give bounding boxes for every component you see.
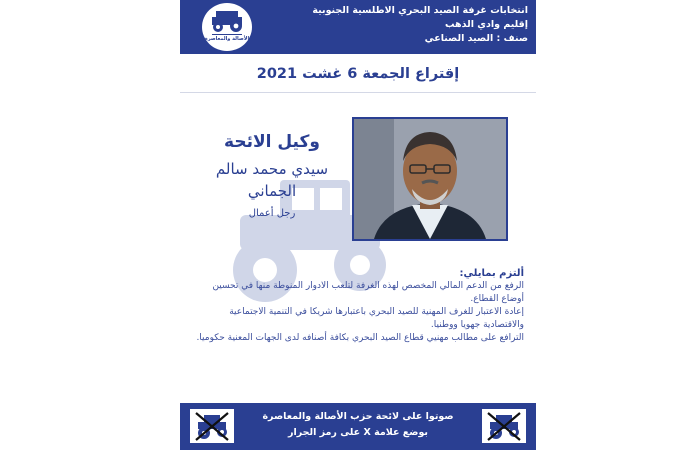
pledge-item-2: إعادة الاعتبار للغرف المهنية للصيد البحري باعتبارها شريكا في التنمية الاجتماعية والاقتصادية جهويا ووطنيا. — [229, 307, 524, 330]
pledge-item-3: الترافع على مطالب مهنيي قطاع الصيد البحري بكافة أصنافه لدى الجهات المعنية حكوميا. — [196, 333, 524, 343]
footer-line1: صوتوا على لائحة حزب الأصالة والمعاصرة — [262, 411, 454, 422]
vote-date: إقتراع الجمعة 6 غشت 2021 — [256, 66, 460, 82]
candidate-portrait-icon — [354, 119, 506, 239]
tractor-icon — [190, 409, 234, 443]
pledges-title: ألتزم بمايلي: — [459, 268, 524, 279]
pledges-section — [190, 268, 524, 345]
candidate-name-line1: سيدي محمد سالم — [215, 160, 329, 178]
footer-slogan — [240, 409, 476, 441]
pledge-item-1: الرفع من الدعم المالي المخصص لهذه الغرفة لتلعب الادوار المنوطة منها في تحسين أوضاع القطاع. — [212, 281, 524, 304]
candidate-name-line2: الجماني — [247, 182, 297, 200]
footer-bar — [180, 403, 536, 450]
election-poster — [180, 0, 536, 450]
tractor-symbol-right — [482, 409, 526, 443]
header-text — [268, 4, 528, 46]
header-line-election: انتخابات غرفة الصيد البحري الاطلسية الجنوبية — [312, 5, 528, 16]
footer-line2: بوضع علامة X على رمز الجرار — [288, 427, 428, 438]
header-line-category: صنف : الصيد الصناعي — [424, 33, 528, 44]
header-line-province: إقليم وادي الذهب — [445, 19, 528, 30]
candidate-occupation: رجل أعمال — [248, 208, 296, 219]
logo-text: الأصالة والمعاصرة — [204, 36, 250, 42]
party-logo — [202, 3, 252, 51]
candidate-photo-frame — [352, 117, 508, 241]
divider — [180, 92, 536, 93]
header-bar — [180, 0, 536, 54]
candidate-photo — [354, 119, 506, 239]
tractor-logo-icon — [202, 3, 252, 51]
tractor-symbol-left — [190, 409, 234, 443]
tractor-icon — [482, 409, 526, 443]
candidate-heading: وكيل الائحة — [224, 132, 320, 152]
